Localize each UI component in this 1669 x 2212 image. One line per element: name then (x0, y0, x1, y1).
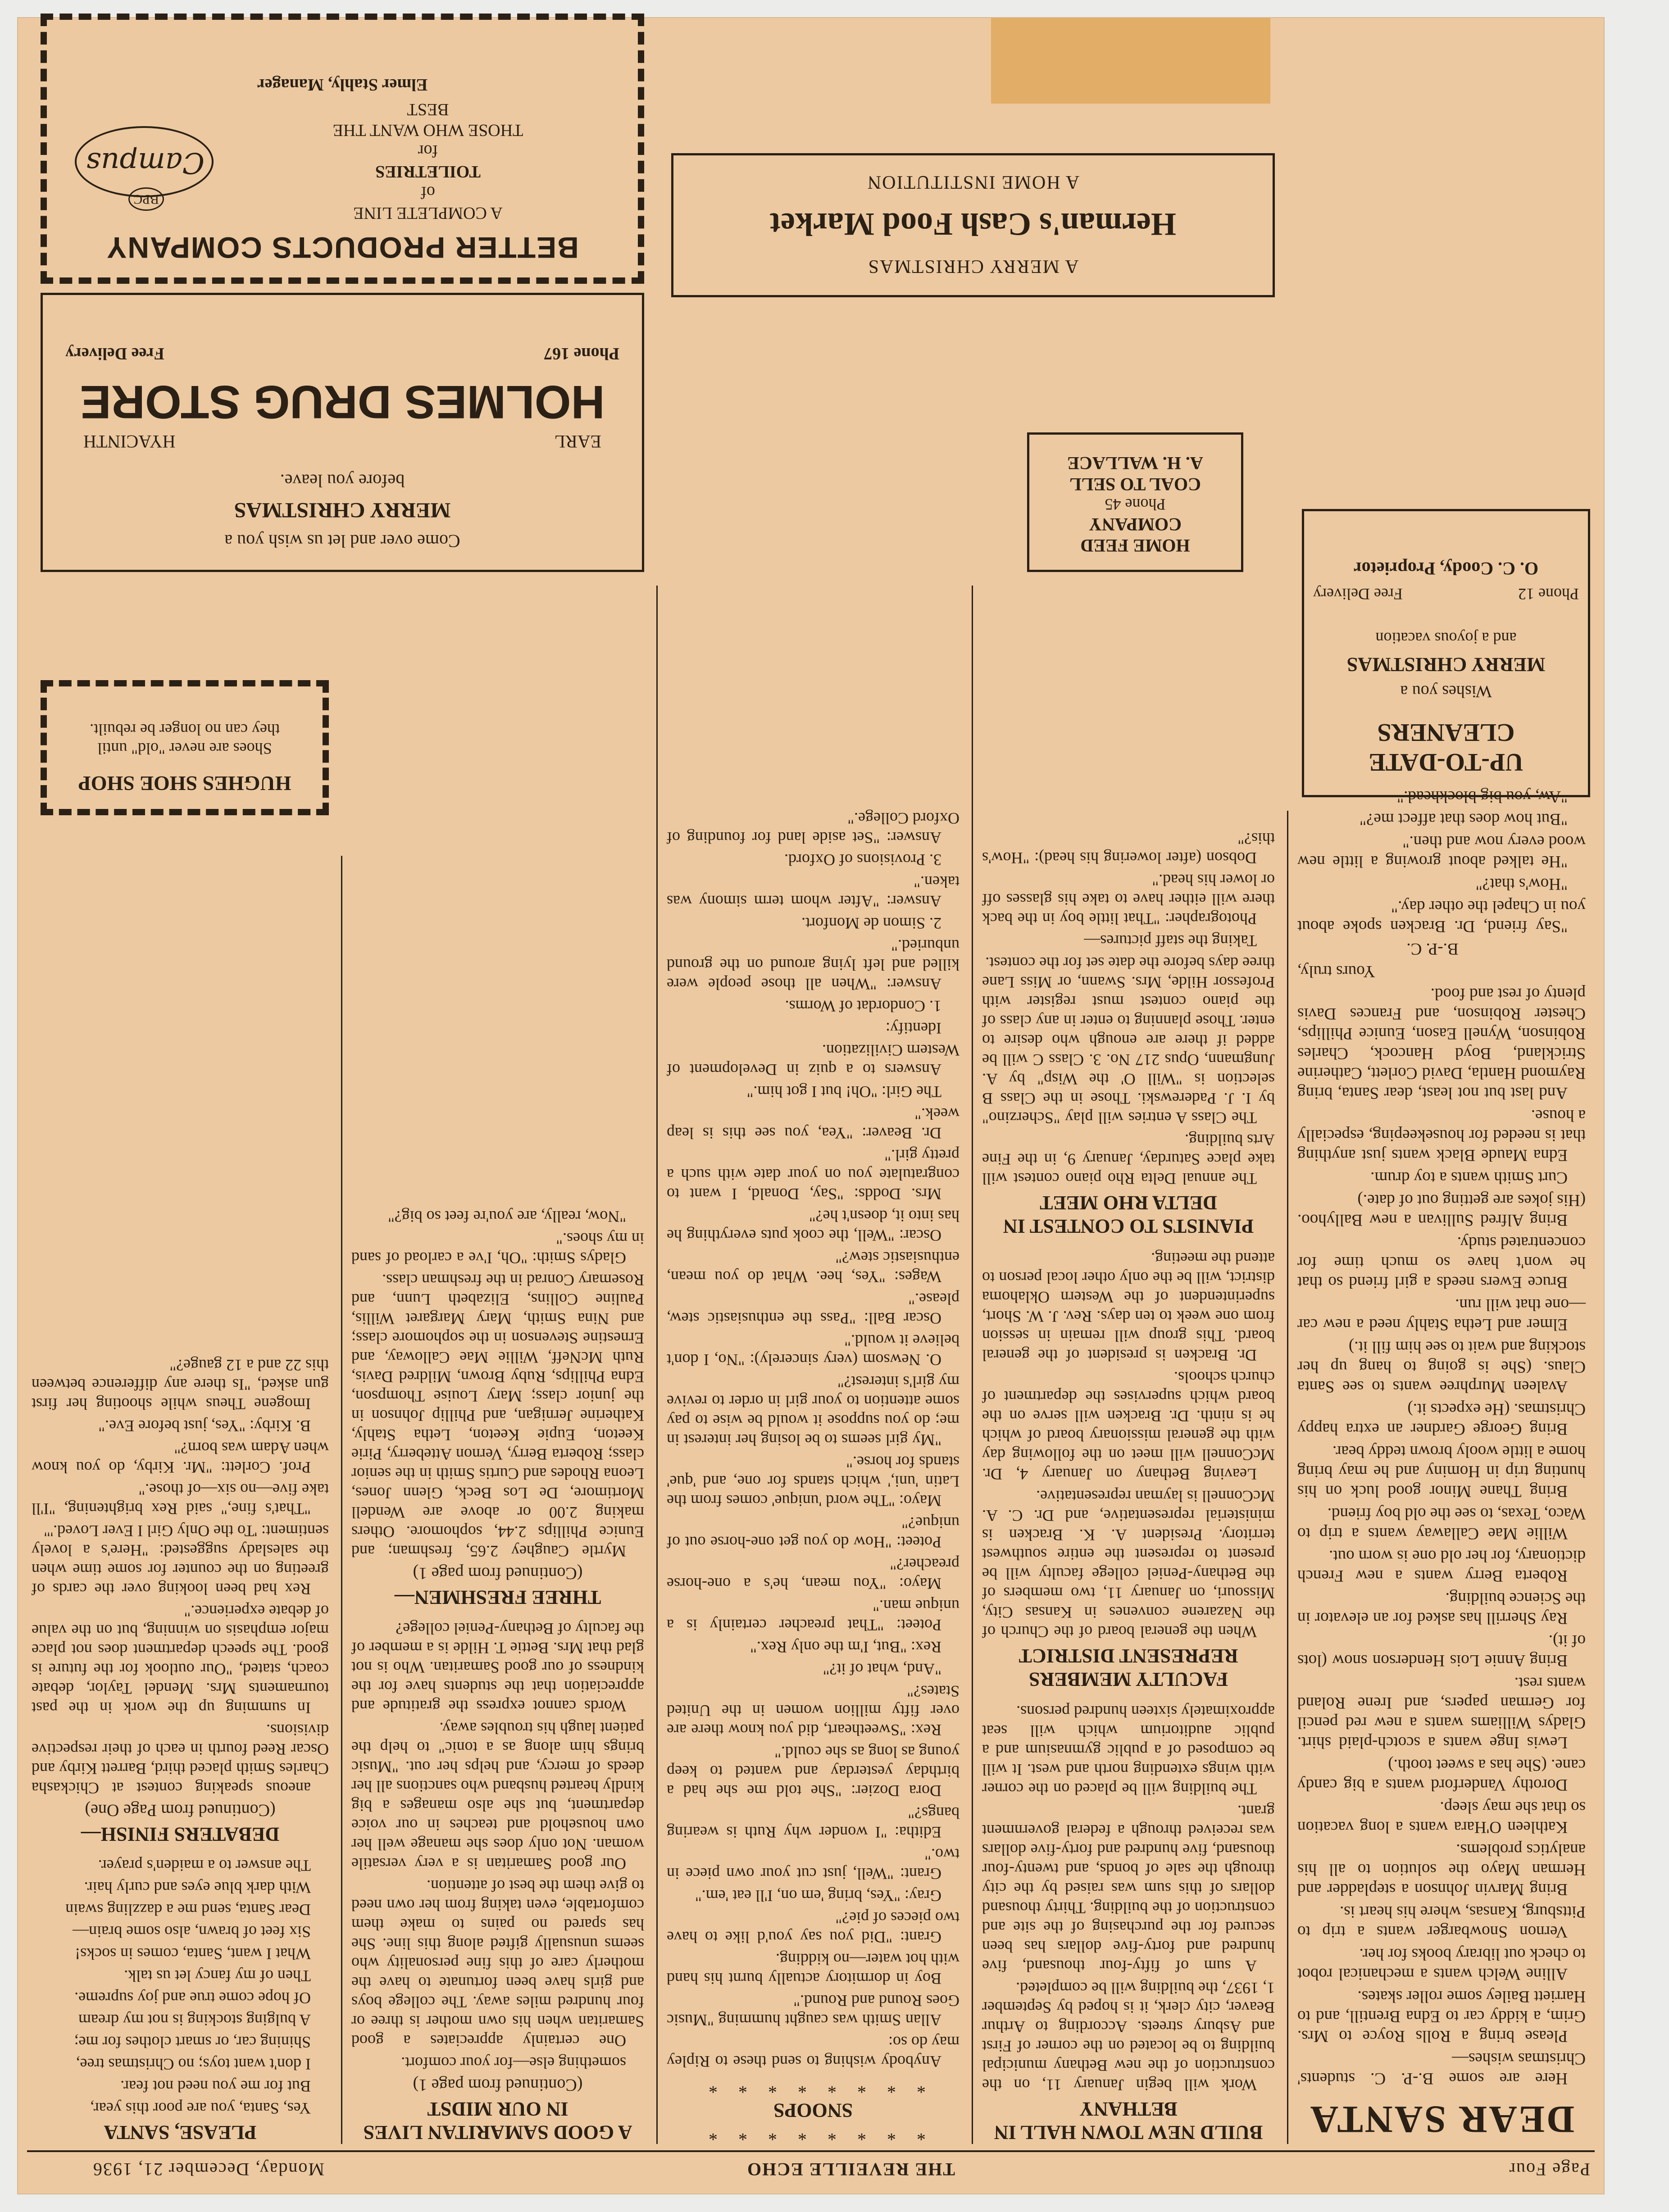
article-paragraph: Answer: "After whom term simony was taken." (667, 873, 960, 910)
owner-name: HYACINTH (83, 431, 176, 452)
article-paragraph: Kathleen O'Hara wants a long vacation so that she may sleep. (1297, 1798, 1586, 1836)
article-paragraph: Avaleen Murphree wants to see Santa Claus. (She is going to hang up her stocking and wait to see him fill it.) (1297, 1338, 1586, 1396)
article-paragraph: Bring Annie Lois Henderson snow (lots of it). (1297, 1631, 1586, 1670)
signoff: Yours truly, (1297, 962, 1375, 981)
article-paragraph: Our good Samaritan is a very versatile woman. Not only does she manage well her own household and teaches in our voice department, but she also manages a big kindly hearted husband who sanctions all her deeds of mercy, and helps her out. "Music brings him along as a tonic" to help the patient laugh his troubles away. (351, 1719, 644, 1873)
freshmen-headline: THREE FRESHMEN— (394, 1586, 601, 1608)
ad-line: of (421, 183, 435, 202)
article-paragraph: Gladys Smith: "Oh, I've a carload of sand in my shoes." (351, 1230, 644, 1267)
poem-line: Then of my fancy let us talk. (124, 1967, 311, 1985)
article-paragraph: Mayo: "You mean, he's a one-horse preacher?" (667, 1555, 960, 1593)
article-paragraph: Wages: "Yes, hee. What do you mean, enthusiastic stew?" (667, 1249, 960, 1286)
poem-line: A bulging stocking is not my dream (78, 2011, 311, 2029)
ad-line: and a joyous vacation (1375, 629, 1517, 647)
article-paragraph: Dr. Bracken is president of the general board. This group will remain in session from one week to ten days. Rev. J. W. Short, superintendent of the Western Oklahoma district, will be the only other local person to attend the meeting. (982, 1249, 1275, 1364)
ad-delivery: Free Delivery (65, 344, 164, 363)
article-paragraph: Grant: "Well, just cut your own piece in two." (667, 1845, 960, 1883)
article-paragraph: something else—for your comfort. (401, 2054, 626, 2072)
ad-line: BEST (407, 100, 449, 119)
ad-line: THOSE WHO WANT THE (332, 121, 523, 140)
poem-line: What I want, Santa, comes in socks! (75, 1945, 311, 1963)
article-paragraph: The building will be placed on the corner with wings extending north and west. It will be composed of a public gymnasium and a public auditorium which will seat approximately sixteen hundred persons. (982, 1703, 1275, 1798)
column-please-santa (32, 856, 329, 2144)
column-divider (972, 586, 973, 2144)
ad-title: HOME FEED (1080, 536, 1190, 556)
pianists-headline: PIANISTS TO CONTEST IN DELTA RHO MEET (1003, 1192, 1254, 1237)
article-paragraph: "How's that?" (1475, 875, 1568, 893)
article-paragraph: 1. Condordat of Worms. (785, 997, 941, 1015)
article-paragraph: Dorothy Vanderford wants a big candy cane. (She has a sweet tooth.) (1297, 1756, 1586, 1794)
ad-hughes (41, 680, 329, 815)
article-paragraph: Bring Alfred Sullivan a new Ballyhoo. (His jokes are getting out of date.) (1297, 1191, 1586, 1229)
article-paragraph: 3. Provisions of Oxford. (784, 851, 941, 869)
article-paragraph: Editha: "I wonder why Ruth is wearing bangs?" (667, 1804, 960, 1841)
article-paragraph: "Now, really, are you're feet so big?" (388, 1208, 626, 1226)
owner-name: EARL (554, 431, 601, 452)
article-paragraph: And last but not least, dear Santa, bring Raymond Hantla, David Corlett, Catherine Strickland, Boyd Hancock, Charles Robinson, Wynell Eason, Eunice Phillips, Chester Robinson, and Frances Davis plenty of rest and food. (1297, 985, 1586, 1102)
ad-title: HOLMES DRUG STORE (80, 376, 605, 428)
article-paragraph: "But how does that affect me?" (1359, 810, 1568, 828)
please-santa-headline: PLEASE, SANTA (104, 2121, 257, 2144)
ad-line: Shoes are never "old" until (97, 740, 272, 758)
article-paragraph: Boy in dormitory actually burnt his hand with hot water—no kidding. (667, 1950, 960, 1988)
column-town-hall (982, 581, 1275, 2144)
poem-line: Yes, Santa, you are poor this year, (90, 2099, 311, 2117)
article-paragraph: Bring George Gardner an extra happy Christmas. (He expects it.) (1297, 1400, 1586, 1438)
continued-note: (Continued from Page One) (85, 1801, 276, 1820)
article-paragraph: Photographer: "That little boy in the back there will either have to take his glasses off or lower his head." (982, 871, 1275, 928)
ad-line: MERRY CHRISTMAS (1346, 654, 1546, 676)
article-paragraph: Curt Smith wants a toy drum. (1370, 1168, 1568, 1187)
article-paragraph: Elmer and Letha Stahly need a new car—one that will run. (1297, 1295, 1586, 1334)
campus-logo (60, 112, 232, 211)
article-paragraph: Allan Smith was caught humming "Music Goes Round and Round." (667, 1992, 960, 2029)
masthead-rule (27, 2150, 1595, 2152)
ad-phone: Phone 167 (544, 344, 619, 363)
continued-note: (Continued from page 1) (413, 2076, 583, 2094)
ad-cleaners (1302, 509, 1590, 797)
article-paragraph: Anybody wishing to send these to Ripley may do so: (667, 2033, 960, 2071)
continued-note: (Continued from page 1) (413, 1564, 583, 1583)
debaters-headline: DEBATERS FINISH— (81, 1823, 280, 1845)
ad-line: A. H. WALLACE (1067, 453, 1203, 473)
article-paragraph: Mayo: "The word 'unique' comes from the Latin 'uni,' which stands for one, and 'que' stands for horse." (667, 1453, 960, 1510)
poem-line: The answer to a maiden's prayer. (98, 1857, 311, 1875)
column-divider (341, 856, 342, 2144)
ad-better-products (41, 14, 644, 284)
poem-line: Dear Santa, send me a dazzling swain (65, 1901, 311, 1919)
article-paragraph: Gray: "Yes, bring 'em on, I'll eat 'em." (695, 1887, 941, 1905)
article-paragraph: Words cannot express the gratitude and appreciation that the students have for the kindness of our good Samaritan. Who is not glad that Mrs. Bettie T. Hilde is a member of the faculty of Bethany-Peniel college? (351, 1620, 644, 1715)
article-paragraph: aneous speaking contest at Chickasha Charles Smith placed third, Barrett Kirby and Oscar Reed fourth in each of their respective divisions. (32, 1721, 329, 1797)
article-paragraph: When the general board of the Church of the Nazarene convenes in Kansas City, Missouri, on January 11, two members of the Bethany-Peniel college faculty will be present to represent the entire southwest territory. President A. K. Bracken is ministerial representative, and Dr. C. A. McConnell is layman representative. (982, 1487, 1275, 1641)
article-paragraph: Mrs. Dodds: "Say, Donald, I want to congratulate you on your date with such a pretty girl." (667, 1146, 960, 1203)
article-paragraph: Lewis Inge wants a scotch-plaid shirt. Gladys Williams wants a new red pencil for German papers, and Irene Roland wants rest. (1297, 1674, 1586, 1752)
article-paragraph: Poteet: "How do you get one-horse out of unique?" (667, 1514, 960, 1551)
article-paragraph: Please bring a Rolls Royce to Mrs. Grim, a kiddy car to Edna Brentill, and to Harriett Bailey some roller skates. (1297, 1987, 1586, 2045)
article-paragraph: Answers to a quiz in Development of Western Civilization. (667, 1041, 960, 1079)
poem-line: Shining car, or smart clothes for me; (74, 2033, 311, 2051)
article-paragraph: Oscar Ball: "Pass the enthusiastic stew, please." (667, 1290, 960, 1327)
article-paragraph: Bring Thane Minor good luck on his hunting trip in Hominy and he may bring home a little wooly brown teddy bear. (1297, 1442, 1586, 1500)
article-paragraph: Willie Mae Callaway wants a trip to Waco, Texas, to see the old boy friend. (1297, 1504, 1586, 1543)
article-paragraph: Dr. Beaver: "Yea, you see this is leap week." (667, 1105, 960, 1142)
article-paragraph: One certainly appreciates a good Samaritan when his own mother is three or four hundred miles away. The college boys and girls have been fortunate to have the motherly care of this fine personality who seems unusually gifted along this line. She has spared no pains to make them comfortable, even taking from her own need to give them the best of attention. (351, 1877, 644, 2050)
article-paragraph: Dora Dozier: "She told me she had a birthday yesterday and wanted to keep young as long as she could." (667, 1743, 960, 1800)
ad-line: for (418, 141, 438, 160)
article-paragraph: The Class A entries will play "Scherzino" by I. J. Paderewski. Those in the Class B selection is "Will O' the Wisp" by A. Jungmann, Opus 217 No. 3. Class C will be added if there are enough who desire to enter. Those planning to enter in any class of the piano contest must register with Professor Hilde, Mrs. Swann, or Miss Lane three days before the date set for the contest. (982, 954, 1275, 1127)
page-number: Page Four (1508, 2159, 1590, 2180)
dear-santa-headline: DEAR SANTA (1308, 2098, 1575, 2141)
article-paragraph: Here are some B.-P. C. students' Christmas wishes— (1297, 2049, 1586, 2088)
ad-line: A HOME INSTITUTION (866, 172, 1080, 192)
poem-line: With dark blue eyes and curly hair. (84, 1879, 311, 1897)
article-paragraph: The Girl: "Oh! but I got him." (746, 1083, 941, 1101)
article-paragraph: Answer: "When all those people were killed and left lying around on the ground unburied." (667, 936, 960, 993)
article-paragraph: Myrtle Caughey 2.65, freshman; and Eunice Phillips 2.44, sophomore. Others making 2.00 or above are Wendell Mortimore, De Los Beck, Glenn Jones, Leona Rhodes and Curtis Smith in the senior class; Roberta Berry, Vernon Atteberry, Pirie Keeton, Eupie Keeton, Letha Stahly, Katherine Jernigan, and Phillip Johnson in the junior class; Mary Louise Thompson, Edna Phillips, Ruby Brown, Mildred Davis, Ruth McNeff, Willie Mae Calloway, and Ernestine Stevenson in the sophomore class; and Nina Smith, Mary Margaret Willis, Pauline Collins, Elizabeth Lunn, and Rosemary Conrad in the freshman class. (351, 1271, 644, 1560)
poem-line: Six feet of brawn, also some brain— (73, 1923, 311, 1941)
paper-name: THE REVEILLE ECHO (746, 2159, 955, 2180)
snoops-headline: SNOOPS (773, 2099, 853, 2121)
article-paragraph: 2. Simon de Monfort. (801, 914, 941, 932)
article-paragraph: Answer: "Set aside land for founding of Oxford College." (667, 809, 960, 847)
issue-date: Monday, December 21, 1936 (92, 2159, 324, 2180)
faculty-headline: FACULTY MEMBERS REPRESENT DISTRICT (1019, 1645, 1238, 1690)
ad-line: TOILETRIES (375, 162, 481, 181)
ad-phone: Phone 45 (1105, 495, 1166, 513)
ad-line: they can no longer be rebuilt. (90, 721, 280, 739)
column-dear-santa (1297, 787, 1586, 2144)
article-paragraph: Rex had been looking over the cards of greeting on the counter for some time when the saleslady suggested: "Here's a lovely sentiment: 'To the Only Girl I Ever Loved.'" (32, 1522, 329, 1598)
aged-tape (991, 18, 1270, 104)
article-paragraph: "Aw, you big blockhead." (1397, 787, 1568, 806)
ad-line: A MERRY CHRISTMAS (867, 256, 1079, 277)
article-paragraph: "And, what of it?" (823, 1660, 941, 1678)
logo-mark: BPC (128, 187, 164, 211)
ad-delivery: Free Delivery (1313, 585, 1403, 603)
column-samaritan (351, 581, 644, 2144)
ad-title: HUGHES SHOE SHOP (78, 772, 291, 795)
article-paragraph: Prof. Corlett: "Mr. Kirby, do you know when Adam was born?" (32, 1439, 329, 1476)
ad-owner: O. C. Coody, Proprietor (1353, 559, 1539, 579)
ad-line: MERRY CHRISTMAS (234, 498, 451, 522)
ad-manager: Elmer Stahly, Manager (257, 75, 428, 94)
ad-phone: Phone 12 (1518, 585, 1579, 603)
article-paragraph: "Say friend, Dr. Bracken spoke about you in Chapel the other day." (1297, 897, 1586, 936)
article-paragraph: Roberta Berry wants a new French dictionary, for her old one is worn out. (1297, 1547, 1586, 1585)
article-paragraph: Taking the staff pictures— (1084, 932, 1257, 950)
ad-home-feed (1027, 432, 1243, 572)
ad-line: before you leave. (280, 471, 405, 491)
article-paragraph: Rex: "But, I'm the only Rex." (750, 1638, 941, 1656)
samaritan-headline: A GOOD SAMARITAN LIVES IN OUR MIDST (363, 2098, 632, 2144)
ad-title: Herman's Cash Food Market (770, 206, 1176, 242)
ad-title: BETTER PRODUCTS COMPANY (106, 231, 579, 264)
article-paragraph: "My girl seems to be losing her interest in me; do you suppose it would be wise to pay some attention to your girl in order to revive my girl's interest?" (667, 1373, 960, 1449)
article-paragraph: Bring Marvin Johnson a stepladder and Herman Mayo the solution to all his analytics problems. (1297, 1840, 1586, 1899)
stars-decoration: * * * * * * * * (700, 2124, 926, 2144)
newspaper-page (18, 18, 1604, 2194)
ad-hermans (671, 153, 1275, 297)
signoff: B.-P. C. (1406, 940, 1459, 958)
column-divider (656, 586, 658, 2144)
ad-line: Come over and let us wish you a (224, 531, 460, 551)
article-paragraph: Work will begin January 11, on the construction of the new Bethany municipal building to be located on the corner of First and Asbury streets. According to Arthur Beaver, city clerk, it is hoped by September 1, 1937, the building will be completed. (982, 1979, 1275, 2094)
ad-line: Wishes you a (1400, 682, 1492, 701)
article-paragraph: A sum of fifty-four thousand, five hundred and forty-five dollars has been secured for the purchasing of the site and construction of the building. Thirty thousand dollars of this sum was raised by the city through the sale of bonds, and twenty-four thousand, five hundred and forty-five dollars was received through a federal government grant. (982, 1802, 1275, 1975)
article-paragraph: The annual Delta Rho piano contest will take place Saturday, January 9, in the Fine Arts building. (982, 1131, 1275, 1188)
town-hall-headline: BUILD NEW TOWN HALL IN BETHANY (994, 2098, 1263, 2144)
article-paragraph: Imogene Theus while shooting her first gun asked, "Is there any difference between this 22 and a 12 gauge?" (32, 1356, 329, 1413)
ad-line: COMPANY (1089, 514, 1182, 535)
ad-line: COAL TO SELL (1069, 474, 1201, 495)
article-paragraph: Poteet: "That preacher certainly is a unique man." (667, 1597, 960, 1634)
article-paragraph: Rex: "Sweetheart, did you know there are over fifty million women in the United States?" (667, 1682, 960, 1739)
article-paragraph: "He talked about growing a little new wood every now and then." (1297, 832, 1586, 871)
column-snoops (667, 581, 960, 2144)
ad-title: UP-TO-DATE CLEANERS (1369, 718, 1523, 776)
ad-line: A COMPLETE LINE (353, 204, 503, 223)
column-divider (1287, 811, 1288, 2144)
stars-decoration: * * * * * * * * (700, 2077, 926, 2097)
poem-line: I don't want toys; no Christmas tree, (76, 2055, 311, 2073)
article-paragraph: Ray Sherrill has asked for an elevator in the Science building. (1297, 1589, 1586, 1627)
article-paragraph: Leaving Bethany on January 4, Dr. McConnell will meet on the following day with the general missionary board of which he is ninth. Dr. Bracken will serve on the board which supervises the department of church schools. (982, 1368, 1275, 1483)
article-paragraph: In summing up the work in the past tournaments Mrs. Mendel Taylor, debate coach, stated, "Our outlook for the future is good. The speech department does not place major emphasis on winning, but on the value of debate experience." (32, 1602, 329, 1717)
logo-script: Campus (86, 146, 205, 179)
article-paragraph: Oscar: "Well, the cook puts everything he has into it, doesn't he?" (667, 1207, 960, 1245)
article-paragraph: Edna Maude Black wants just anything that is needed for housekeeping, especially a house. (1297, 1106, 1586, 1164)
article-paragraph: Grant: "Did you say you'd like to have two pieces of pie?" (667, 1909, 960, 1946)
poem-line: But for me you need not fear. (120, 2077, 311, 2095)
ad-holmes (41, 293, 644, 572)
article-paragraph: Vernon Snowbarger wants a trip to Pittsburg, Kansas, where his heart is. (1297, 1903, 1586, 1941)
poem-line: Of hope come true and joy supreme. (74, 1989, 311, 2007)
article-paragraph: Bruce Ewers needs a girl friend so that he won't have so much time for concentrated study. (1297, 1233, 1586, 1291)
article-paragraph: O. Newsom (very sincerely): "No, I don't believe it would." (667, 1331, 960, 1369)
article-paragraph: "That's fine," said Rex brightening, "I'll take five—no six—of those." (32, 1481, 329, 1518)
article-paragraph: Alline Welch wants a mechanical robot to check out library books for her. (1297, 1945, 1586, 1983)
article-paragraph: B. Kirby: "Yes, just before Eve." (98, 1417, 311, 1435)
article-paragraph: Dobson (after lowering his head): "How's this?" (982, 830, 1275, 867)
article-paragraph: Identify: (886, 1019, 941, 1037)
